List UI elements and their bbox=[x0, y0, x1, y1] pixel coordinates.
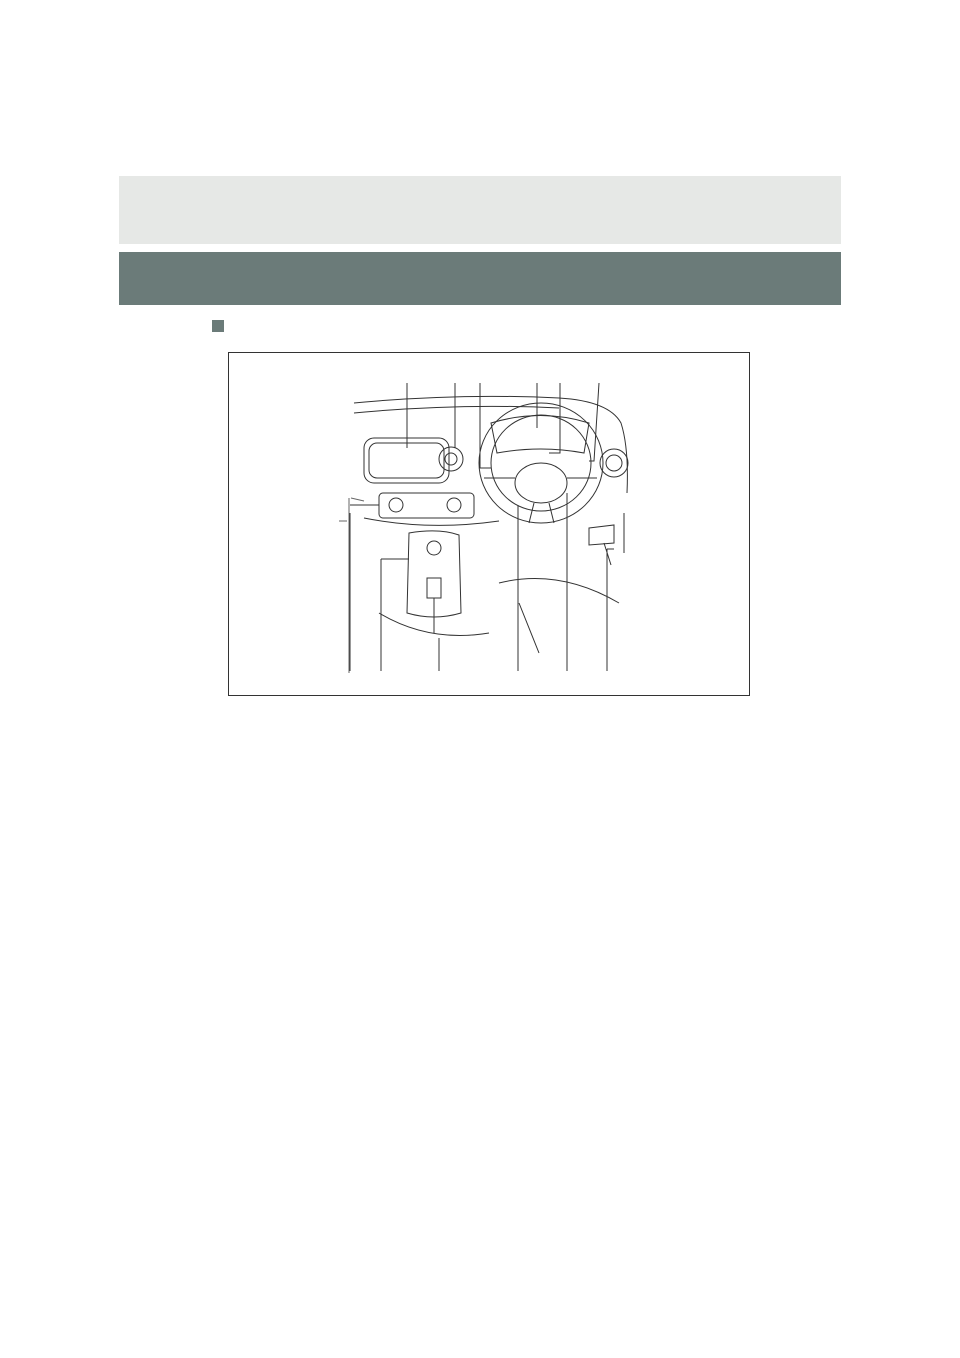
heading-square-icon bbox=[212, 320, 224, 332]
callout-badges bbox=[229, 353, 749, 695]
header-dark-band bbox=[119, 252, 841, 305]
header-band bbox=[119, 176, 841, 244]
instrument-panel-figure bbox=[228, 352, 750, 696]
section-heading bbox=[212, 317, 229, 336]
